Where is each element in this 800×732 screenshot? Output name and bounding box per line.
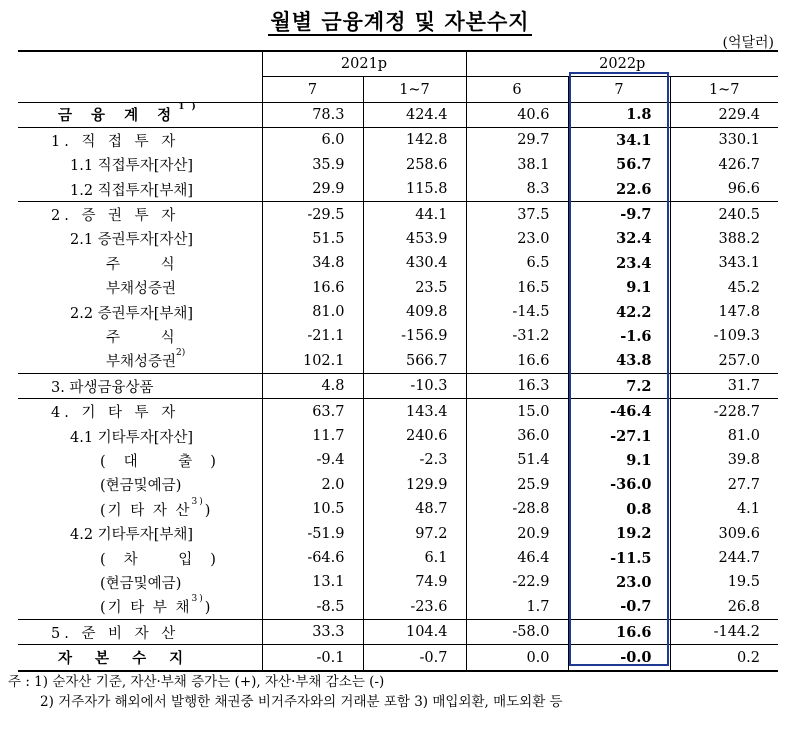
cell: -36.0 [568, 473, 670, 497]
cell: 6.5 [466, 251, 568, 275]
header-col: 1~7 [670, 77, 778, 102]
cell: -10.3 [363, 374, 466, 399]
row-label: 1. 직 접 투 자 [51, 133, 180, 150]
row-label: (대 출) [100, 453, 234, 470]
cell: -144.2 [670, 619, 778, 644]
cell: 48.7 [363, 497, 466, 521]
cell: -64.6 [262, 546, 363, 570]
cell: -0.7 [568, 595, 670, 620]
cell: 1.8 [568, 102, 670, 127]
cell: 129.9 [363, 473, 466, 497]
cell: 4.1 [670, 497, 778, 521]
cell: 81.0 [670, 424, 778, 448]
cell: -9.4 [262, 448, 363, 472]
cell: 23.4 [568, 251, 670, 275]
cell: 566.7 [363, 349, 466, 374]
header-row-years [18, 51, 778, 77]
row-label: (현금및예금) [100, 478, 182, 495]
cell: -2.3 [363, 448, 466, 472]
table-row [18, 497, 778, 521]
table-row [18, 128, 778, 153]
cell: -0.1 [262, 645, 363, 671]
cell: 11.7 [262, 424, 363, 448]
cell: 29.9 [262, 177, 363, 202]
table-row [18, 546, 778, 570]
cell: 44.1 [363, 202, 466, 227]
cell: -0.0 [568, 645, 670, 671]
cell: -1.6 [568, 324, 670, 348]
cell: 42.2 [568, 300, 670, 324]
row-label: 주 식 [106, 256, 193, 273]
cell: -31.2 [466, 324, 568, 348]
row-label: 자 본 수 지 [58, 650, 193, 668]
cell: 23.0 [466, 227, 568, 251]
row-label: 3. 파생금융상품 [51, 379, 154, 396]
cell: -9.7 [568, 202, 670, 227]
cell: 142.8 [363, 128, 466, 153]
cell: -29.5 [262, 202, 363, 227]
cell: -46.4 [568, 399, 670, 424]
header-col: 1~7 [363, 77, 466, 102]
cell: 388.2 [670, 227, 778, 251]
table-row [18, 424, 778, 448]
table-row [18, 153, 778, 177]
cell: 74.9 [363, 570, 466, 594]
table-row [18, 349, 778, 374]
cell: -11.5 [568, 546, 670, 570]
cell: -21.1 [262, 324, 363, 348]
header-2022: 2022p [466, 51, 778, 77]
cell: 240.5 [670, 202, 778, 227]
cell: 4.8 [262, 374, 363, 399]
cell: 29.7 [466, 128, 568, 153]
cell: 27.7 [670, 473, 778, 497]
row-label: 부채성증권 [106, 281, 177, 298]
cell: 430.4 [363, 251, 466, 275]
cell: 9.1 [568, 448, 670, 472]
cell: 258.6 [363, 153, 466, 177]
cell: 31.7 [670, 374, 778, 399]
table-row [18, 177, 778, 202]
cell: 23.0 [568, 570, 670, 594]
cell: 0.2 [670, 645, 778, 671]
cell: 19.2 [568, 521, 670, 545]
cell: 330.1 [670, 128, 778, 153]
cell: 63.7 [262, 399, 363, 424]
table-row [18, 645, 778, 671]
cell: 7.2 [568, 374, 670, 399]
row-label: 1.1 직접투자[자산] [70, 158, 194, 175]
cell: 39.8 [670, 448, 778, 472]
cell: 15.0 [466, 399, 568, 424]
table-row [18, 102, 778, 127]
cell: 19.5 [670, 570, 778, 594]
cell: 43.8 [568, 349, 670, 374]
capital-account-table [18, 50, 778, 672]
unit-label: (억달러) [722, 35, 774, 51]
cell: 0.8 [568, 497, 670, 521]
cell: 16.6 [568, 619, 670, 644]
cell: 9.1 [568, 276, 670, 300]
cell: 33.3 [262, 619, 363, 644]
row-label: 4.1 기타투자[자산] [70, 429, 194, 446]
cell: 0.0 [466, 645, 568, 671]
header-col: 6 [466, 77, 568, 102]
header-blank [18, 51, 262, 102]
cell: 16.6 [466, 349, 568, 374]
cell: -28.8 [466, 497, 568, 521]
cell: 22.6 [568, 177, 670, 202]
cell: 46.4 [466, 546, 568, 570]
table-row [18, 202, 778, 227]
cell: -22.9 [466, 570, 568, 594]
row-label: 5. 준 비 자 산 [51, 625, 180, 642]
cell: 6.1 [363, 546, 466, 570]
cell: 426.7 [670, 153, 778, 177]
cell: 13.1 [262, 570, 363, 594]
row-label: 2.1 증권투자[자산] [70, 232, 194, 249]
cell: -156.9 [363, 324, 466, 348]
cell: -109.3 [670, 324, 778, 348]
cell: 81.0 [262, 300, 363, 324]
cell: 257.0 [670, 349, 778, 374]
cell: 309.6 [670, 521, 778, 545]
cell: 16.6 [262, 276, 363, 300]
cell: 240.6 [363, 424, 466, 448]
cell: 26.8 [670, 595, 778, 620]
cell: -0.7 [363, 645, 466, 671]
cell: 453.9 [363, 227, 466, 251]
table-row [18, 251, 778, 275]
cell: 37.5 [466, 202, 568, 227]
footnotes [8, 672, 563, 712]
row-label: (현금및예금) [100, 575, 182, 592]
cell: 51.5 [262, 227, 363, 251]
cell: 229.4 [670, 102, 778, 127]
cell: 16.3 [466, 374, 568, 399]
footnote-line-1: 주 : 1) 순자산 기준, 자산·부채 증가는 (+), 자산·부채 감소는 (-) [8, 674, 385, 690]
cell: -8.5 [262, 595, 363, 620]
table-title-text: 월별 금융계정 및 자본수지 [270, 9, 530, 34]
cell: 6.0 [262, 128, 363, 153]
cell: 36.0 [466, 424, 568, 448]
row-label: 4.2 기타투자[부채] [70, 527, 194, 544]
table-row [18, 399, 778, 424]
table-row [18, 300, 778, 324]
cell: 40.6 [466, 102, 568, 127]
cell: 16.5 [466, 276, 568, 300]
cell: 97.2 [363, 521, 466, 545]
cell: 104.4 [363, 619, 466, 644]
cell: 343.1 [670, 251, 778, 275]
cell: 424.4 [363, 102, 466, 127]
cell: 8.3 [466, 177, 568, 202]
cell: -51.9 [262, 521, 363, 545]
table-row [18, 324, 778, 348]
cell: 35.9 [262, 153, 363, 177]
cell: 143.4 [363, 399, 466, 424]
cell: 25.9 [466, 473, 568, 497]
row-label: (기 타 부 채$^{3)}$) [100, 594, 213, 617]
table-row [18, 595, 778, 620]
cell: -58.0 [466, 619, 568, 644]
cell: 115.8 [363, 177, 466, 202]
cell: -14.5 [466, 300, 568, 324]
row-label: 1.2 직접투자[부채] [70, 182, 194, 199]
cell: -23.6 [363, 595, 466, 620]
footnote-line-2: 2) 거주자가 해외에서 발행한 채권중 비거주자와의 거래분 포함 3) 매입외환, 매도외환 등 [40, 694, 563, 710]
table-row [18, 473, 778, 497]
table-row [18, 521, 778, 545]
row-label: 2. 증 권 투 자 [51, 208, 180, 225]
cell: 244.7 [670, 546, 778, 570]
cell: 56.7 [568, 153, 670, 177]
cell: 34.8 [262, 251, 363, 275]
header-col: 7 [568, 77, 670, 102]
cell: 96.6 [670, 177, 778, 202]
row-label: 부채성증권$^{2)}$ [106, 348, 186, 371]
table-title [0, 6, 800, 36]
cell: 10.5 [262, 497, 363, 521]
table-row [18, 619, 778, 644]
cell: 2.0 [262, 473, 363, 497]
cell: 51.4 [466, 448, 568, 472]
cell: 147.8 [670, 300, 778, 324]
table-row [18, 227, 778, 251]
row-label: 2.2 증권투자[부채] [70, 305, 194, 322]
cell: 34.1 [568, 128, 670, 153]
cell: -27.1 [568, 424, 670, 448]
cell: 1.7 [466, 595, 568, 620]
cell: 102.1 [262, 349, 363, 374]
table-row [18, 276, 778, 300]
cell: 23.5 [363, 276, 466, 300]
table-row [18, 570, 778, 594]
row-label: 4. 기 타 투 자 [51, 405, 180, 422]
cell: -228.7 [670, 399, 778, 424]
cell: 45.2 [670, 276, 778, 300]
header-2021: 2021p [262, 51, 466, 77]
cell: 32.4 [568, 227, 670, 251]
row-label: 주 식 [106, 329, 193, 346]
cell: 38.1 [466, 153, 568, 177]
table-row [18, 374, 778, 399]
header-col: 7 [262, 77, 363, 102]
row-label: 금 융 계 정$^{1)}$ [58, 102, 203, 125]
table-row [18, 448, 778, 472]
row-label: (차 입) [100, 551, 234, 568]
row-label: (기 타 자 산$^{3)}$) [100, 496, 213, 519]
cell: 409.8 [363, 300, 466, 324]
cell: 20.9 [466, 521, 568, 545]
cell: 78.3 [262, 102, 363, 127]
